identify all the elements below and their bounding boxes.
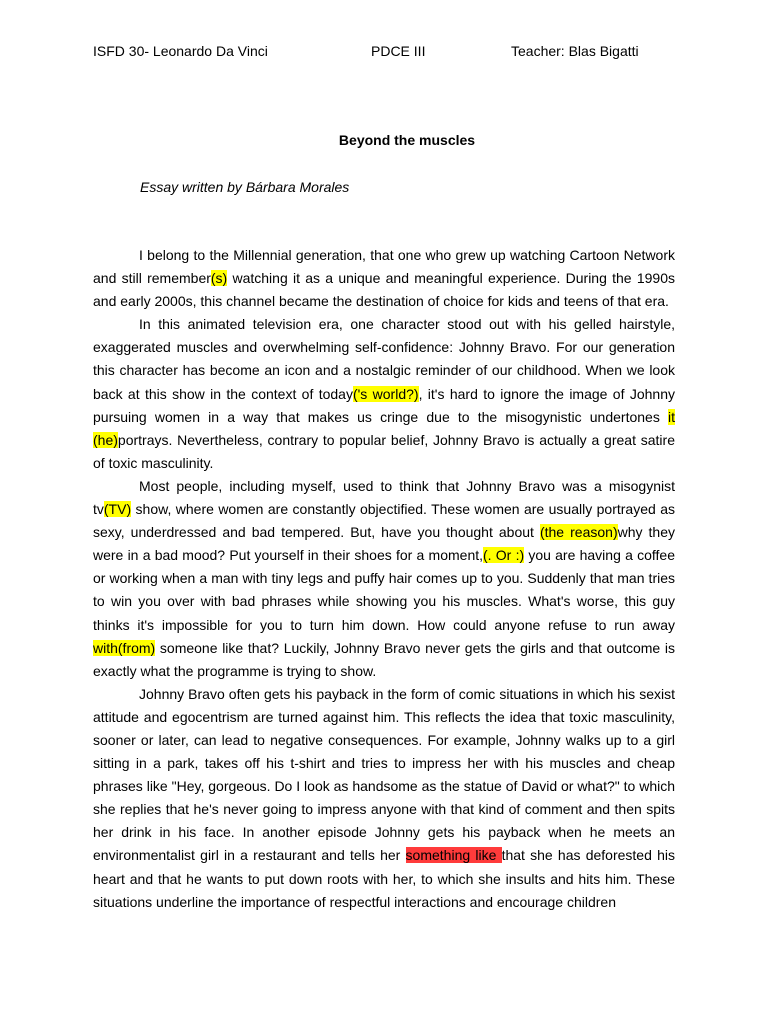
essay-body	[93, 244, 675, 914]
essay-paragraph	[93, 313, 675, 475]
essay-byline: Essay written by Bárbara Morales	[140, 179, 350, 195]
page-header	[93, 43, 675, 61]
correction-highlight: ('s world?)	[352, 385, 419, 402]
paragraph-text: Johnny Bravo often gets his payback in the form of comic situations in which his sexist attitude and egocentrism are turned against him. This reflects the idea that toxic masculinity, sooner or later, can lead to negative consequences. For example, Johnny walks up to a girl sitting in a park, takes off his t-shirt and tries to impress her with his muscles and cheap phrases like "Hey, gorgeous. Do I look as handsome as the statue of David or what?" to which she replies that he's never going to impress anyone with that kind of comment and then spits her drink in his face. In another episode Johnny gets his payback when he meets an environmentalist girl in a restaurant and tells her	[93, 685, 675, 864]
paragraph-text: In this animated television era, one character stood out with his gelled hairstyle, exaggerated muscles and overwhelming self-confidence: Johnny Bravo. For our generation this character has become an icon and a nostalgic reminder of our childhood. When we look back at this show in the context of today	[93, 316, 675, 402]
correction-highlight: (the reason)	[539, 524, 618, 541]
paragraph-text: you are having a coffee or working when a man with tiny legs and puffy hair comes up to you. Suddenly that man tries to win you over with bad phrases while showing you his muscles. What's worse, this guy thinks it's impossible for you to turn him down. How could anyone refuse to run away	[93, 547, 675, 633]
paragraph-text: that she has deforested his heart and that he wants to put down roots with her, to which she insults and hits him. These situations underline the importance of respectful interactions and encourage children	[93, 847, 675, 910]
paragraph-text: , it's hard to ignore the image of Johnny pursuing women in a way that makes us cringe due to the misogynistic undertones	[93, 385, 675, 425]
correction-highlight: (TV)	[103, 501, 132, 518]
course-label: PDCE III	[371, 43, 426, 59]
paragraph-text: watching it as a unique and meaningful experience. During the 1990s and early 2000s, this channel became the destination of choice for kids and teens of that era.	[93, 270, 675, 310]
essay-paragraph	[93, 683, 675, 914]
paragraph-text: show, where women are constantly objectified. These women are usually portrayed as sexy, underdressed and bad tempered. But, have you thought about	[93, 501, 675, 541]
flagged-highlight: something like	[405, 847, 502, 864]
paragraph-text: Most people, including myself, used to think that Johnny Bravo was a misogynist tv	[93, 477, 675, 518]
essay-paragraph	[93, 244, 675, 313]
correction-highlight: it (he)	[93, 408, 675, 448]
paragraph-text: portrays. Nevertheless, contrary to popular belief, Johnny Bravo is actually a great satire of toxic masculinity.	[93, 431, 675, 471]
essay-title: Beyond the muscles	[338, 132, 476, 148]
essay-paragraph	[93, 475, 675, 683]
correction-highlight: (. Or :)	[483, 547, 525, 564]
teacher-label: Teacher: Blas Bigatti	[511, 43, 639, 59]
paragraph-text: someone like that? Luckily, Johnny Bravo never gets the girls and that outcome is exactly what the programme is trying to show.	[93, 639, 675, 679]
correction-highlight: (s)	[210, 270, 228, 287]
paragraph-text: I belong to the Millennial generation, that one who grew up watching Cartoon Network and still remember	[93, 247, 675, 287]
institution-label: ISFD 30- Leonardo Da Vinci	[93, 43, 268, 59]
paragraph-text: why they were in a bad mood? Put yourself in their shoes for a moment,	[93, 524, 676, 564]
correction-highlight: with(from)	[93, 639, 156, 656]
